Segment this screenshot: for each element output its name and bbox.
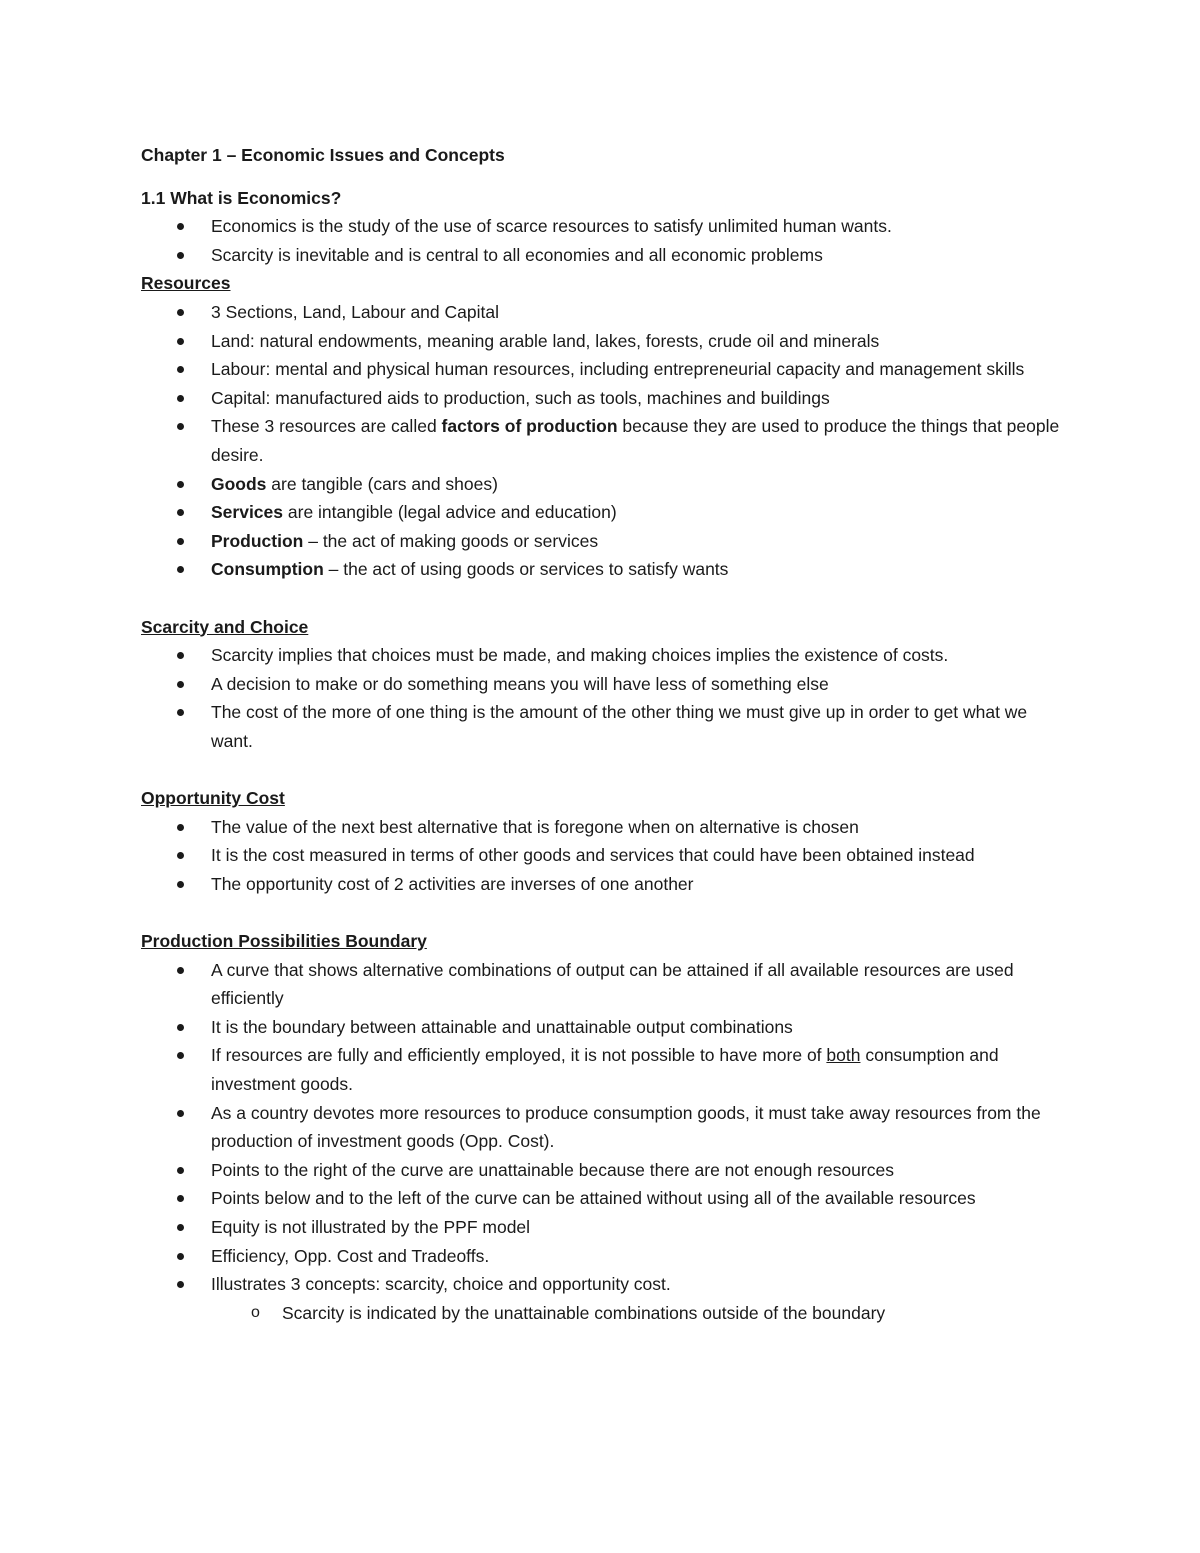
section-heading-opportunity-cost: Opportunity Cost	[141, 788, 285, 809]
list-item: The value of the next best alternative that is foregone when on alternative is chosen	[141, 813, 1071, 842]
list-item: It is the cost measured in terms of other goods and services that could have been obtained instead	[141, 841, 1071, 870]
list-item-text: – the act of making goods or services	[303, 530, 599, 551]
list-item-text: consumption and investment goods.	[211, 1045, 999, 1094]
list-item-text: because they are used to produce the things that people desire.	[211, 416, 1060, 465]
list-item: A curve that shows alternative combinations of output can be attained if all available resources are used efficiently	[141, 956, 1071, 1013]
list-item: The cost of the more of one thing is the amount of the other thing we must give up in order to get what we want.	[141, 698, 1071, 755]
list-item-text: are tangible (cars and shoes)	[266, 473, 498, 494]
page-title: Chapter 1 – Economic Issues and Concepts	[141, 145, 505, 165]
underlined-term: both	[826, 1045, 861, 1066]
list-item: Land: natural endowments, meaning arable land, lakes, forests, crude oil and minerals	[141, 327, 1071, 356]
list-item	[141, 470, 1071, 499]
list-item	[141, 498, 1071, 527]
list-item: Economics is the study of the use of scarce resources to satisfy unlimited human wants.	[141, 212, 1071, 241]
list-item: Capital: manufactured aids to production, such as tools, machines and buildings	[141, 384, 1071, 413]
section-heading-resources: Resources	[141, 273, 231, 294]
document-body	[141, 141, 1071, 1327]
bold-term: Services	[211, 502, 284, 523]
sub-list-item: o Scarcity is indicated by the unattainable combinations outside of the boundary	[141, 1299, 1071, 1328]
list-item-text: If resources are fully and efficiently employed, it is not possible to have more of	[211, 1045, 827, 1066]
section-heading-what-is-economics: 1.1 What is Economics?	[141, 187, 342, 208]
list-item: Scarcity implies that choices must be made, and making choices implies the existence of costs.	[141, 641, 1071, 670]
list-item: Scarcity is inevitable and is central to all economies and all economic problems	[141, 241, 1071, 270]
what-is-economics-list	[141, 212, 1071, 269]
list-item	[141, 555, 1071, 584]
scarcity-choice-list	[141, 641, 1071, 755]
list-item: The opportunity cost of 2 activities are inverses of one another	[141, 870, 1071, 899]
list-item-text: – the act of using goods or services to satisfy wants	[323, 559, 729, 580]
bold-term: Production	[211, 530, 304, 551]
ppb-sub-list	[141, 1299, 1071, 1328]
list-item: Efficiency, Opp. Cost and Tradeoffs.	[141, 1242, 1071, 1271]
bold-term: Goods	[211, 473, 267, 494]
list-item: It is the boundary between attainable and unattainable output combinations	[141, 1013, 1071, 1042]
section-heading-production-possibilities-boundary: Production Possibilities Boundary	[141, 931, 427, 952]
list-item-text: These 3 resources are called	[211, 416, 442, 437]
list-item: Equity is not illustrated by the PPF model	[141, 1213, 1071, 1242]
opportunity-cost-list	[141, 813, 1071, 899]
list-item	[141, 412, 1071, 469]
list-item: As a country devotes more resources to produce consumption goods, it must take away resources from the production of investment goods (Opp. Cost).	[141, 1099, 1071, 1156]
bold-term: Consumption	[211, 559, 324, 580]
list-item	[141, 1041, 1071, 1098]
resources-list	[141, 298, 1071, 584]
bold-term: factors of production	[441, 416, 618, 437]
list-item: Labour: mental and physical human resources, including entrepreneurial capacity and management skills	[141, 355, 1071, 384]
list-item: Points to the right of the curve are unattainable because there are not enough resources	[141, 1156, 1071, 1185]
ppb-list	[141, 956, 1071, 1299]
list-item	[141, 527, 1071, 556]
list-item: Points below and to the left of the curve can be attained without using all of the available resources	[141, 1184, 1071, 1213]
list-item: 3 Sections, Land, Labour and Capital	[141, 298, 1071, 327]
list-item-text: are intangible (legal advice and education)	[283, 502, 617, 523]
list-item: A decision to make or do something means you will have less of something else	[141, 670, 1071, 699]
list-item: Illustrates 3 concepts: scarcity, choice and opportunity cost.	[141, 1270, 1071, 1299]
section-heading-scarcity-and-choice: Scarcity and Choice	[141, 616, 309, 637]
